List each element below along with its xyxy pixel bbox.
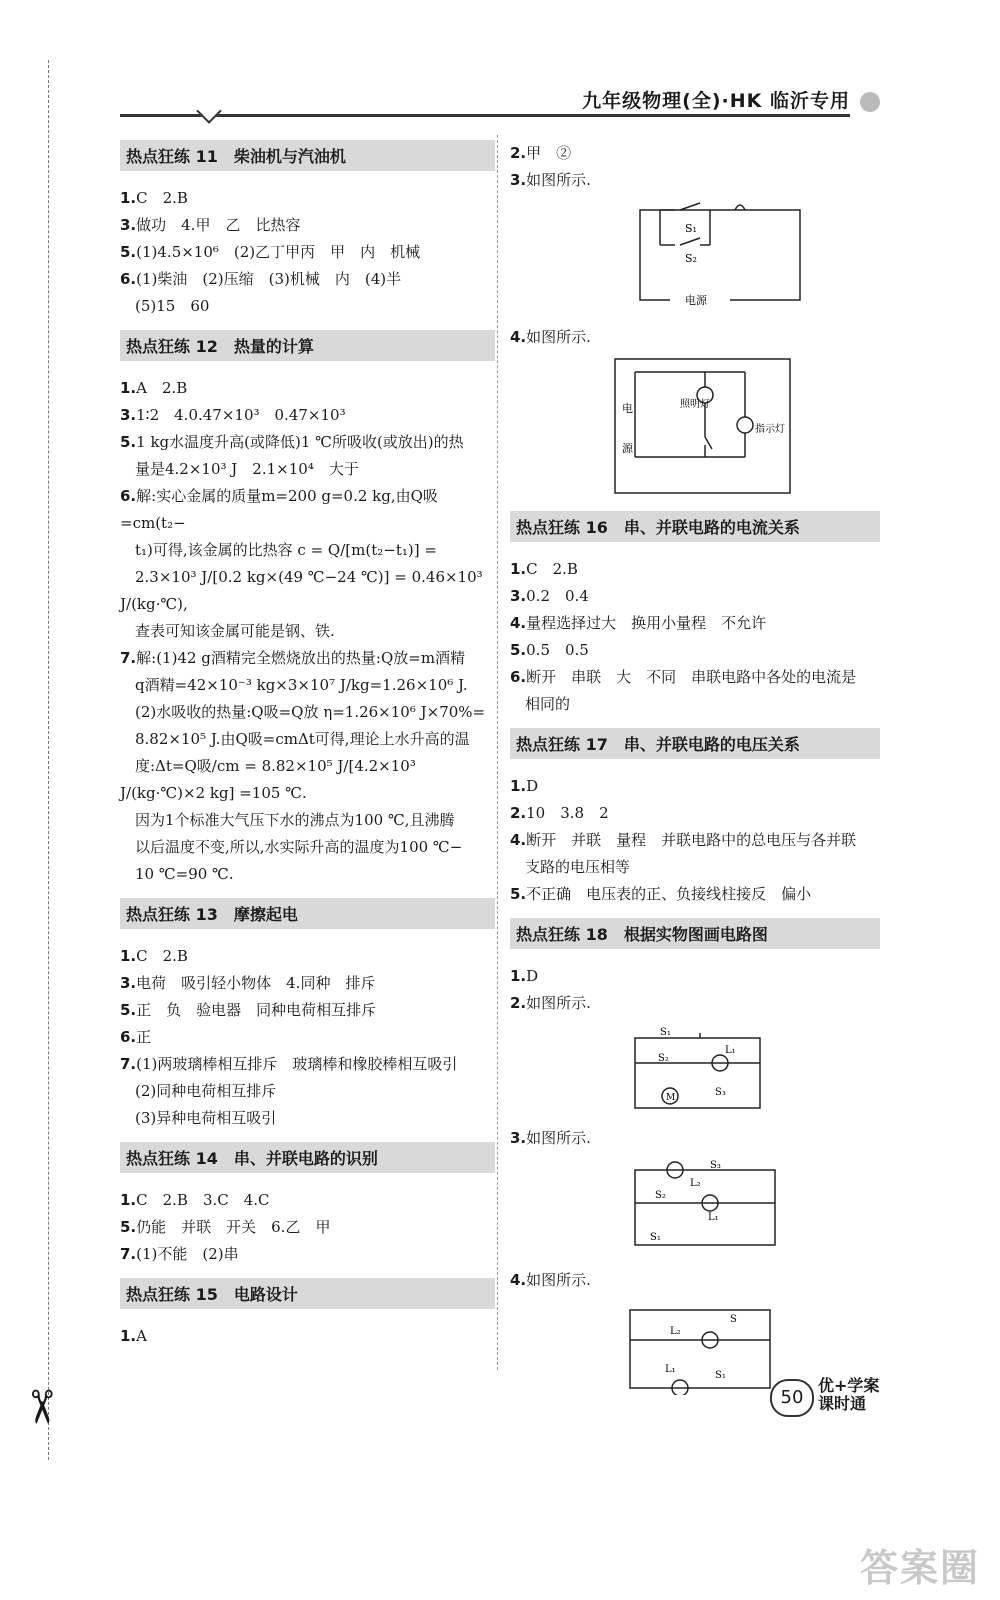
page-footer: [770, 1375, 890, 1425]
circuit-fig-15-3: [510, 200, 880, 310]
header-rule: [120, 114, 850, 117]
answer-text: (1)4.5×10⁶ (2)乙丁甲丙 甲 内 机械: [136, 243, 421, 261]
left-column: [120, 140, 495, 1350]
answer-line: [120, 943, 495, 970]
answer-text: 因为1个标准大气压下水的沸点为100 ℃,且沸腾: [120, 811, 455, 829]
right-mid-answers: [510, 511, 880, 1017]
answer-text: (2)同种电荷相互排斥: [120, 1082, 277, 1100]
answer-text: (5)15 60: [120, 297, 210, 315]
answer-text: 支路的电压相等: [510, 858, 631, 876]
page-number: 50: [770, 1379, 814, 1417]
answer-line: [510, 583, 880, 610]
header-dot-icon: [860, 92, 880, 112]
answer-text: 如图所示.: [526, 171, 591, 189]
fig18-4-s1: S₁: [715, 1370, 726, 1381]
answer-number: 2.: [510, 994, 527, 1012]
section-heading: 热点狂练 16 串、并联电路的电流关系: [510, 511, 880, 542]
section-heading: 热点狂练 13 摩擦起电: [120, 898, 495, 929]
spacer: [120, 1132, 495, 1142]
answer-text: A: [136, 1327, 147, 1345]
answer-line: [120, 1024, 495, 1051]
answer-text: 正: [136, 1028, 152, 1046]
answer-number: 2.: [510, 144, 527, 162]
answer-line: [510, 827, 880, 854]
answer-text: (1)不能 (2)串: [136, 1245, 239, 1263]
fig4-lamp2: 指示灯: [755, 424, 785, 435]
fig3-s2: S₂: [685, 252, 697, 265]
fig3-power: 电源: [685, 294, 707, 307]
answer-text: 0.2 0.4: [526, 587, 589, 605]
answer-line: [120, 293, 495, 320]
fig18-2-l1: L₁: [725, 1045, 736, 1056]
answer-number: 1.: [510, 967, 527, 985]
section-heading: 热点狂练 18 根据实物图画电路图: [510, 918, 880, 949]
answer-number: 1.: [120, 1191, 137, 1209]
answer-text: 10 ℃=90 ℃.: [120, 865, 234, 883]
answer-line: [120, 861, 495, 888]
answer-number: 7.: [120, 1055, 137, 1073]
answer-text: 断开 串联 大 不同 串联电路中各处的电流是: [526, 668, 857, 686]
answer-line: [120, 402, 495, 429]
answer-line: [120, 672, 495, 699]
answer-line: [120, 1187, 495, 1214]
answer-text: (2)水吸收的热量:Q吸=Q放 η=1.26×10⁶ J×70%=: [120, 703, 486, 721]
section-heading: 热点狂练 15 电路设计: [120, 1278, 495, 1309]
answer-text: C 2.B: [136, 947, 188, 965]
spacer: [510, 908, 880, 918]
answer-text: q酒精=42×10⁻³ kg×3×10⁷ J/kg=1.26×10⁶ J.: [120, 676, 468, 694]
cut-line: [48, 60, 49, 1460]
column-divider: [497, 135, 498, 1370]
answer-number: 5.: [510, 641, 527, 659]
answer-line: [510, 963, 880, 990]
answer-text: A 2.B: [136, 379, 188, 397]
right-column: [510, 140, 880, 1409]
answer-line: [120, 618, 495, 645]
answer-number: 4.: [510, 614, 527, 632]
header-title: 九年级物理(全)·HK 临沂专用: [582, 90, 850, 112]
fig4-power-1: 电: [622, 402, 633, 415]
answer-text: C 2.B 3.C 4.C: [136, 1191, 270, 1209]
fig4-lamp1: 照明灯: [680, 399, 710, 410]
answer-text: 查表可知该金属可能是钢、铁.: [120, 622, 335, 640]
answer-text: 解:(1)42 g酒精完全燃烧放出的热量:Q放=m酒精: [136, 649, 466, 667]
answer-number: 1.: [120, 947, 137, 965]
answer-line: [120, 456, 495, 483]
answer-number: 1.: [120, 189, 137, 207]
answer-line: [510, 773, 880, 800]
answer-line: [120, 483, 495, 537]
answer-number: 3.: [510, 171, 527, 189]
section-heading: 热点狂练 11 柴油机与汽油机: [120, 140, 495, 171]
answer-line: [120, 1105, 495, 1132]
answer-line: [120, 1078, 495, 1105]
answer-number: 5.: [510, 885, 527, 903]
answer-line: [120, 834, 495, 861]
answer-text: (1)两玻璃棒相互排斥 玻璃棒和橡胶棒相互吸引: [136, 1055, 458, 1073]
section-heading: 热点狂练 17 串、并联电路的电压关系: [510, 728, 880, 759]
answer-number: 1.: [510, 560, 527, 578]
answer-line: [120, 997, 495, 1024]
answer-line: [510, 691, 880, 718]
answer-number: 6.: [120, 487, 137, 505]
answer-line: [510, 637, 880, 664]
answer-line: [510, 800, 880, 827]
answer-line: [120, 564, 495, 618]
fig18-2-s3: S₃: [715, 1087, 726, 1098]
answer-number: 3.: [120, 974, 137, 992]
answer-number: 6.: [120, 1028, 137, 1046]
fig4-label: 4.如图所示.: [510, 328, 591, 346]
answer-text: C 2.B: [136, 189, 188, 207]
answer-text: 量是4.2×10³ J 2.1×10⁴ 大于: [120, 460, 359, 478]
fig18-4-label: 4.如图所示.: [510, 1271, 591, 1289]
answer-number: 4.: [510, 831, 527, 849]
fig18-2-motor: M: [666, 1093, 676, 1103]
fig18-3-s2: S₂: [655, 1190, 666, 1201]
answer-text: 0.5 0.5: [526, 641, 589, 659]
right-top-answers: [510, 140, 880, 194]
spacer: [120, 1268, 495, 1278]
answer-number: 1.: [120, 1327, 137, 1345]
answer-text: 度:Δt=Q吸/cm = 8.82×10⁵ J/[4.2×10³ J/(kg·℃)×2 kg] =105 ℃.: [120, 757, 421, 802]
brand-logo: 优+学案 课时通: [818, 1376, 880, 1413]
answer-line: [120, 212, 495, 239]
answer-text: D: [526, 967, 539, 985]
answer-text: 1∶2 4.0.47×10³ 0.47×10³: [136, 406, 346, 424]
fig3-s1: S₁: [685, 222, 697, 235]
section-heading: 热点狂练 14 串、并联电路的识别: [120, 1142, 495, 1173]
answer-line: [120, 753, 495, 807]
answer-number: 3.: [120, 406, 137, 424]
answer-number: 7.: [120, 1245, 137, 1263]
answer-line: [120, 645, 495, 672]
answer-line: [120, 239, 495, 266]
answer-line: [510, 556, 880, 583]
answer-number: 7.: [120, 649, 137, 667]
section-heading: 热点狂练 12 热量的计算: [120, 330, 495, 361]
answer-number: 6.: [120, 270, 137, 288]
answer-line: [120, 699, 495, 726]
answer-text: 相同的: [510, 695, 571, 713]
circuit-fig-18-3: [510, 1158, 880, 1253]
answer-text: 断开 并联 量程 并联电路中的总电压与各并联: [526, 831, 857, 849]
answer-text: 做功 4.甲 乙 比热容: [136, 216, 301, 234]
circuit-fig-18-2: [510, 1023, 880, 1111]
answer-line: [510, 854, 880, 881]
answer-text: 10 3.8 2: [526, 804, 609, 822]
answer-text: (3)异种电荷相互吸引: [120, 1109, 277, 1127]
answer-text: 量程选择过大 换用小量程 不允许: [526, 614, 767, 632]
answer-number: 5.: [120, 433, 137, 451]
answer-line: [510, 610, 880, 637]
answer-line: [510, 990, 880, 1017]
answer-line: [120, 1241, 495, 1268]
answer-line: [120, 1214, 495, 1241]
answer-line: [120, 537, 495, 564]
fig18-4-s: S: [730, 1314, 737, 1325]
fig4-power-2: 源: [622, 442, 633, 455]
answer-text: 电荷 吸引轻小物体 4.同种 排斥: [136, 974, 376, 992]
answer-line: [120, 1051, 495, 1078]
answer-line: [120, 185, 495, 212]
spacer: [120, 888, 495, 898]
answer-number: 6.: [510, 668, 527, 686]
answer-text: 仍能 并联 开关 6.乙 甲: [136, 1218, 331, 1236]
answer-text: t₁)可得,该金属的比热容 c = Q/[m(t₂−t₁)] =: [120, 541, 437, 559]
fig18-3-s1: S₁: [650, 1232, 661, 1243]
fig18-3-l2: L₂: [690, 1178, 701, 1189]
scissors-icon: ✂: [14, 1387, 69, 1427]
answer-text: 8.82×10⁵ J.由Q吸=cmΔt可得,理论上水升高的温: [120, 730, 470, 748]
answer-text: 不正确 电压表的正、负接线柱接反 偏小: [526, 885, 812, 903]
answer-text: 如图所示.: [526, 994, 591, 1012]
answer-line: [120, 970, 495, 997]
answer-number: 3.: [510, 587, 527, 605]
answer-text: 1 kg水温度升高(或降低)1 ℃所吸收(或放出)的热: [136, 433, 464, 451]
answer-number: 1.: [120, 379, 137, 397]
answer-line: [510, 140, 880, 167]
fig18-2-s2: S₂: [658, 1053, 669, 1064]
answer-text: (1)柴油 (2)压缩 (3)机械 内 (4)半: [136, 270, 402, 288]
answer-number: 5.: [120, 243, 137, 261]
answer-number: 3.: [120, 216, 137, 234]
fig18-3-label: 3.如图所示.: [510, 1129, 591, 1147]
answer-line: [120, 1323, 495, 1350]
header-notch: [196, 98, 221, 123]
answer-line: [120, 807, 495, 834]
answer-line: [120, 375, 495, 402]
answer-text: 解:实心金属的质量m=200 g=0.2 kg,由Q吸=cm(t₂−: [120, 487, 438, 532]
circuit-fig-15-4: [510, 357, 880, 497]
fig18-4-l1: L₁: [665, 1364, 676, 1375]
answer-text: C 2.B: [526, 560, 578, 578]
fig18-3-l1: L₁: [708, 1212, 719, 1223]
answer-text: 甲 ②: [526, 144, 572, 162]
fig18-4-l2: L₂: [670, 1326, 681, 1337]
answer-line: [510, 881, 880, 908]
answer-line: [120, 726, 495, 753]
spacer: [120, 320, 495, 330]
answer-text: 以后温度不变,所以,水实际升高的温度为100 ℃−: [120, 838, 463, 856]
answer-number: 1.: [510, 777, 527, 795]
spacer: [510, 718, 880, 728]
page-header: [120, 84, 880, 124]
answer-text: 正 负 验电器 同种电荷相互排斥: [136, 1001, 377, 1019]
answer-line: [120, 266, 495, 293]
fig18-2-s1: S₁: [660, 1027, 671, 1038]
fig18-3-s3: S₃: [710, 1160, 721, 1171]
answer-text: D: [526, 777, 539, 795]
answer-line: [510, 664, 880, 691]
answer-number: 2.: [510, 804, 527, 822]
answer-number: 5.: [120, 1001, 137, 1019]
answer-line: [120, 429, 495, 456]
answer-text: 2.3×10³ J/[0.2 kg×(49 ℃−24 ℃)] = 0.46×10³ J/(kg·℃),: [120, 568, 488, 613]
answer-line: [510, 167, 880, 194]
answer-number: 5.: [120, 1218, 137, 1236]
watermark: 答案圈: [859, 1546, 980, 1590]
